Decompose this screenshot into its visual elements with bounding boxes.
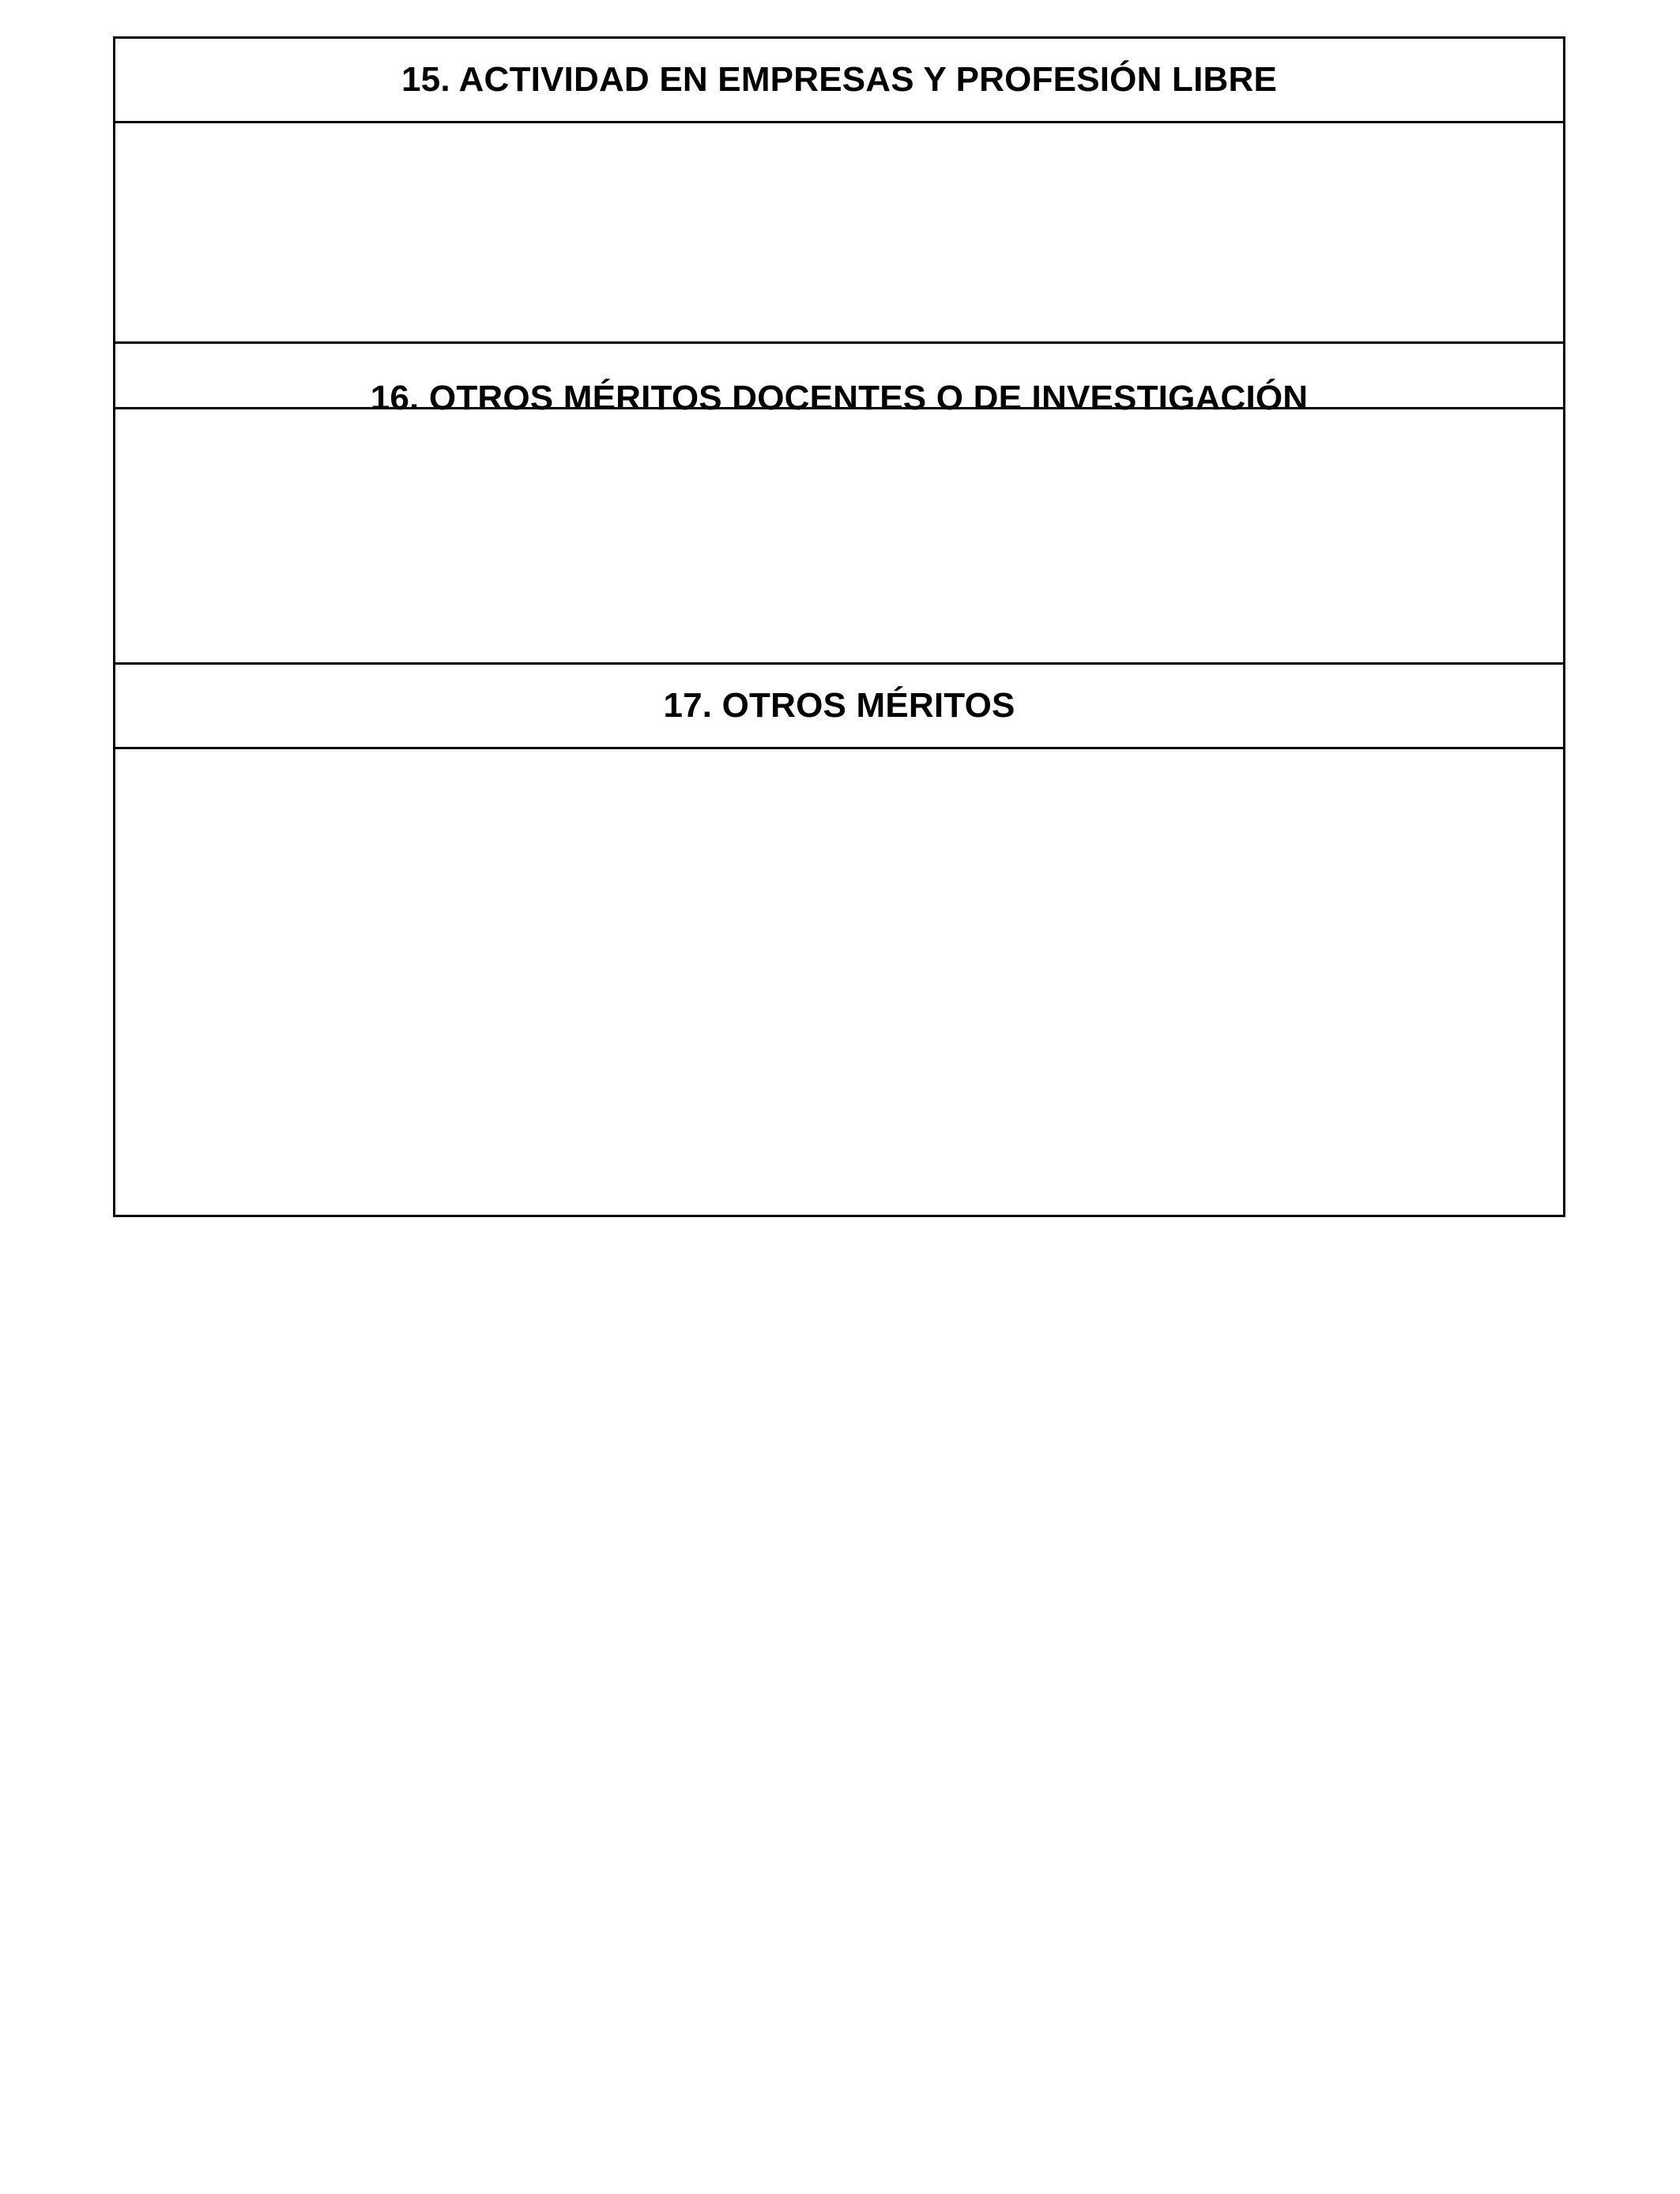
section-17-content-area xyxy=(115,749,1563,1215)
section-15-content-area xyxy=(115,123,1563,341)
section-16-title: 16. OTROS MÉRITOS DOCENTES O DE INVESTIGACIÓN xyxy=(370,379,1309,417)
section-17-header xyxy=(115,665,1563,747)
section-15-header xyxy=(115,39,1563,121)
section-17-title: 17. OTROS MÉRITOS xyxy=(663,686,1015,725)
merits-form-table xyxy=(113,36,1565,1217)
section-15-title: 15. ACTIVIDAD EN EMPRESAS Y PROFESIÓN LIBRE xyxy=(401,60,1277,99)
section-16-content-area xyxy=(115,409,1563,662)
section-16-header xyxy=(115,344,1563,417)
